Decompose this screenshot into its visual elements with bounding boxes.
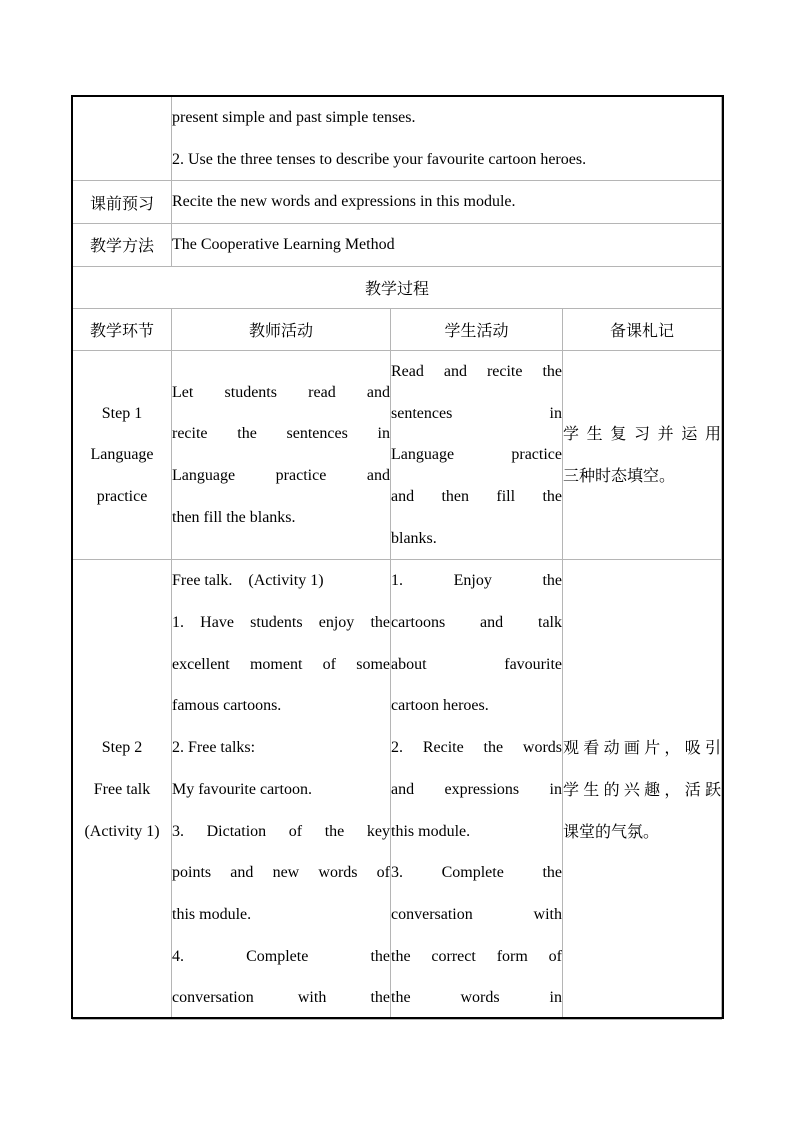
step-2-teacher-line: 1. Have students enjoy the [172,614,390,632]
lesson-plan-table [72,96,722,1020]
header-row [73,308,722,350]
step-1-student-line: blanks. [391,529,437,547]
step-2-label [73,560,172,1020]
step-2-student-line: the correct form of [391,947,562,965]
header-step: 教学环节 [73,308,172,350]
preview-row [73,181,722,224]
objectives-label [73,97,172,181]
step-2-notes [563,560,722,1020]
step-1-label-line: practice [96,487,148,505]
step-2-teacher-line: My favourite cartoon. [172,780,312,798]
process-title-row [73,266,722,308]
step-2-student-line: and expressions in [391,780,562,798]
step-1-teacher-line: recite the sentences in [172,425,390,443]
step-2-teacher-line: excellent moment of some [172,655,390,673]
method-text: The Cooperative Learning Method [172,224,722,267]
step-1-row [73,350,722,560]
step-1-notes-line: 三种时态填空。 [563,466,676,486]
step-2-student-line: the words in [391,989,562,1007]
step-2-student-line: 1. Enjoy the [391,572,562,590]
step-2-row [73,560,722,1020]
objectives-line-2: 2. Use the three tenses to describe your favourite cartoon heroes. [172,150,587,168]
process-title: 教学过程 [73,266,722,308]
step-1-label-line: Language [90,446,154,464]
step-2-student-line: cartoon heroes. [391,697,489,715]
step-1-notes [563,350,722,560]
step-2-label-line: Free talk [93,780,151,798]
step-2-student-line: cartoons and talk [391,614,562,632]
step-1-student-line: sentences in [391,404,562,422]
objectives-row [73,97,722,181]
method-label: 教学方法 [73,224,172,267]
header-student: 学生活动 [391,308,563,350]
step-2-student [391,560,563,1020]
step-2-teacher-line: conversation with the [172,989,390,1007]
step-1-label [73,350,172,560]
step-2-notes-line: 学生的兴趣，活跃 [563,779,721,799]
step-2-notes-line: 课堂的气氛。 [563,821,660,841]
step-1-teacher-line: Let students read and [172,383,390,401]
step-2-student-line: about favourite [391,655,562,673]
step-1-label-line: Step 1 [101,404,143,422]
objectives-cell [172,97,722,181]
method-row [73,224,722,267]
step-1-teacher-line: then fill the blanks. [172,508,296,526]
step-1-student [391,350,563,560]
step-2-label-line: Step 2 [101,739,143,757]
step-2-teacher-line: points and new words of [172,864,390,882]
step-2-teacher-line: famous cartoons. [172,697,282,715]
step-2-student-line: 2. Recite the words [391,739,562,757]
preview-text: Recite the new words and expressions in this module. [172,181,722,224]
step-1-student-line: Language practice [391,446,562,464]
header-teacher: 教师活动 [172,308,391,350]
step-2-notes-line: 观看动画片，吸引 [563,738,721,758]
step-1-teacher-line: Language practice and [172,467,390,485]
step-2-label-line: (Activity 1) [84,822,160,840]
step-2-teacher-line: Free talk. (Activity 1) [172,572,324,590]
step-2-student-line: conversation with [391,905,562,923]
step-2-teacher-line: this module. [172,905,252,923]
step-1-student-line: and then fill the [391,487,562,505]
preview-label: 课前预习 [73,181,172,224]
step-2-student-line: 3. Complete the [391,864,562,882]
step-1-notes-line: 学生复习并运用 [563,424,721,444]
step-2-teacher-line: 2. Free talks: [172,739,256,757]
header-notes: 备课札记 [563,308,722,350]
step-2-teacher-line: 3. Dictation of the key [172,822,390,840]
step-2-teacher [172,560,391,1020]
step-2-teacher-line: 4. Complete the [172,947,390,965]
step-2-student-line: this module. [391,822,471,840]
step-1-teacher [172,350,391,560]
step-1-student-line: Read and recite the [391,362,562,380]
objectives-line-1: present simple and past simple tenses. [172,109,416,126]
